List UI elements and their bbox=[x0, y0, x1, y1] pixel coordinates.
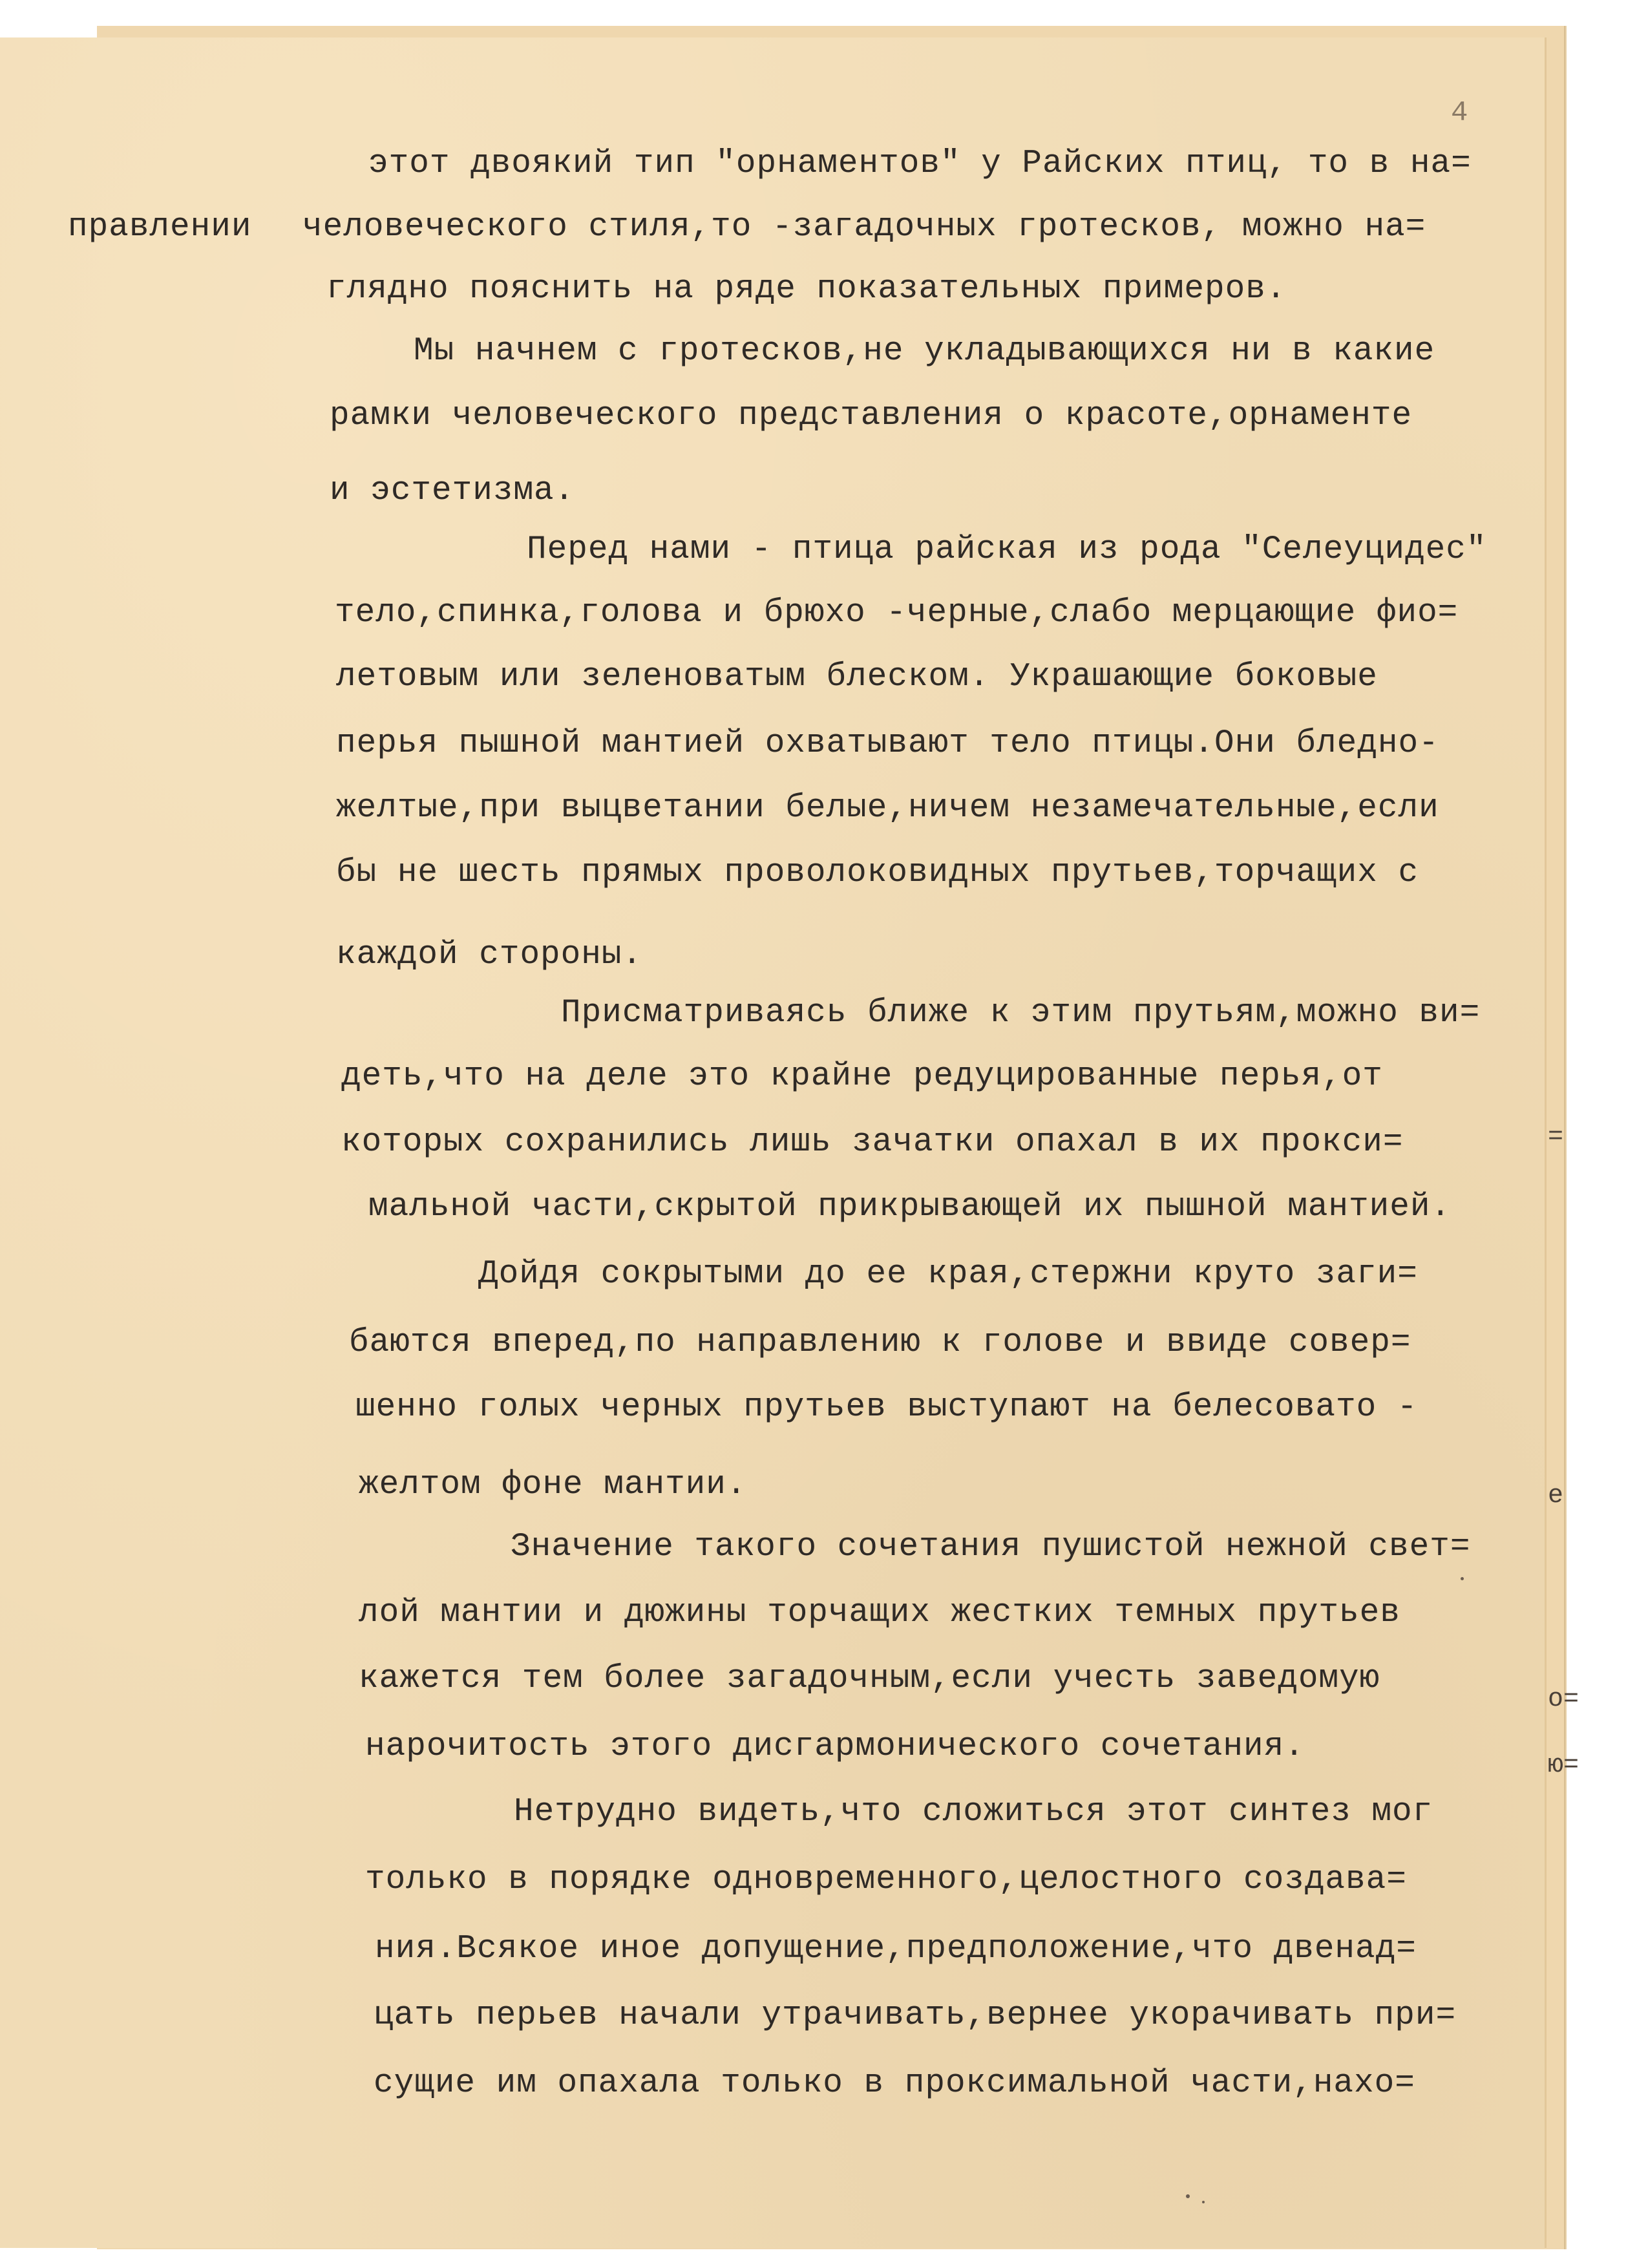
text-line: Присматриваясь ближе к этим прутьям,можно ви= bbox=[561, 995, 1481, 1032]
text-line: баются вперед,по направлению к голове и ввиде совер= bbox=[349, 1324, 1411, 1361]
text-line: желтые,при выцветании белые,ничем незамечательные,если bbox=[336, 790, 1439, 827]
text-line: только в порядке одновременного,целостного создава= bbox=[365, 1861, 1407, 1898]
text-line: которых сохранились лишь зачатки опахал в их прокси= bbox=[341, 1124, 1404, 1161]
text-line: лой мантии и дюжины торчащих жестких темных прутьев bbox=[359, 1595, 1400, 1631]
text-line: желтом фоне мантии. bbox=[359, 1467, 747, 1503]
text-line: Дойдя сокрытыми до ее края,стержни круто заги= bbox=[478, 1256, 1418, 1293]
text-line: нарочитость этого дисгармонического сочетания. bbox=[365, 1728, 1305, 1765]
edge-mark: е bbox=[1548, 1481, 1564, 1510]
text-line: глядно пояснить на ряде показательных примеров. bbox=[326, 271, 1287, 308]
text-line: перья пышной мантией охватывают тело птицы.Они бледно- bbox=[336, 725, 1439, 762]
text-line: тело,спинка,голова и брюхо -черные,слабо мерцающие фио= bbox=[335, 595, 1459, 631]
text-line: Мы начнем с гротесков,не укладывающихся ни в какие bbox=[414, 333, 1435, 370]
edge-mark: ю= bbox=[1548, 1751, 1579, 1780]
text-line: каждой стороны. bbox=[336, 937, 643, 973]
edge-mark: о= bbox=[1548, 1685, 1579, 1714]
text-line: ния.Всякое иное допущение,предположение,что двенад= bbox=[375, 1931, 1417, 1967]
paper-speck bbox=[1202, 2201, 1205, 2203]
paper-speck bbox=[1461, 1577, 1464, 1580]
text-line: кажется тем более загадочным,если учесть заведомую bbox=[359, 1660, 1380, 1697]
text-line: шенно голых черных прутьев выступают на белесовато - bbox=[355, 1389, 1418, 1426]
text-line: человеческого стиля,то -загадочных гротесков, можно на= bbox=[302, 209, 1426, 246]
text-line: Значение такого сочетания пушистой нежной свет= bbox=[511, 1529, 1471, 1565]
edge-mark: = bbox=[1548, 1123, 1564, 1152]
text-line: сущие им опахала только в проксимальной части,нахо= bbox=[374, 2065, 1415, 2102]
text-line: и эстетизма. bbox=[330, 472, 575, 509]
text-line: рамки человеческого представления о красоте,орнаменте bbox=[330, 397, 1413, 434]
text-line: бы не шесть прямых проволоковидных прутьев,торчащих с bbox=[336, 854, 1419, 891]
text-line: деть,что на деле это крайне редуцированные перья,от bbox=[341, 1058, 1383, 1095]
text-line: летовым или зеленоватым блеском. Украшающие боковые bbox=[336, 659, 1378, 695]
text-line: Перед нами - птица райская из рода "Селеуцидес" bbox=[527, 531, 1487, 568]
paper-speck bbox=[1186, 2194, 1190, 2198]
margin-word: правлении bbox=[68, 209, 252, 246]
page-number: 4 bbox=[1451, 97, 1468, 129]
text-line: мальной части,скрытой прикрывающей их пышной мантией. bbox=[368, 1189, 1452, 1225]
text-line: цать перьев начали утрачивать,вернее укорачивать при= bbox=[374, 1997, 1457, 2034]
text-line: Нетрудно видеть,что сложиться этот синтез мог bbox=[514, 1794, 1433, 1830]
text-line: этот двоякий тип "орнаментов" у Райских птиц, то в на= bbox=[368, 145, 1472, 182]
